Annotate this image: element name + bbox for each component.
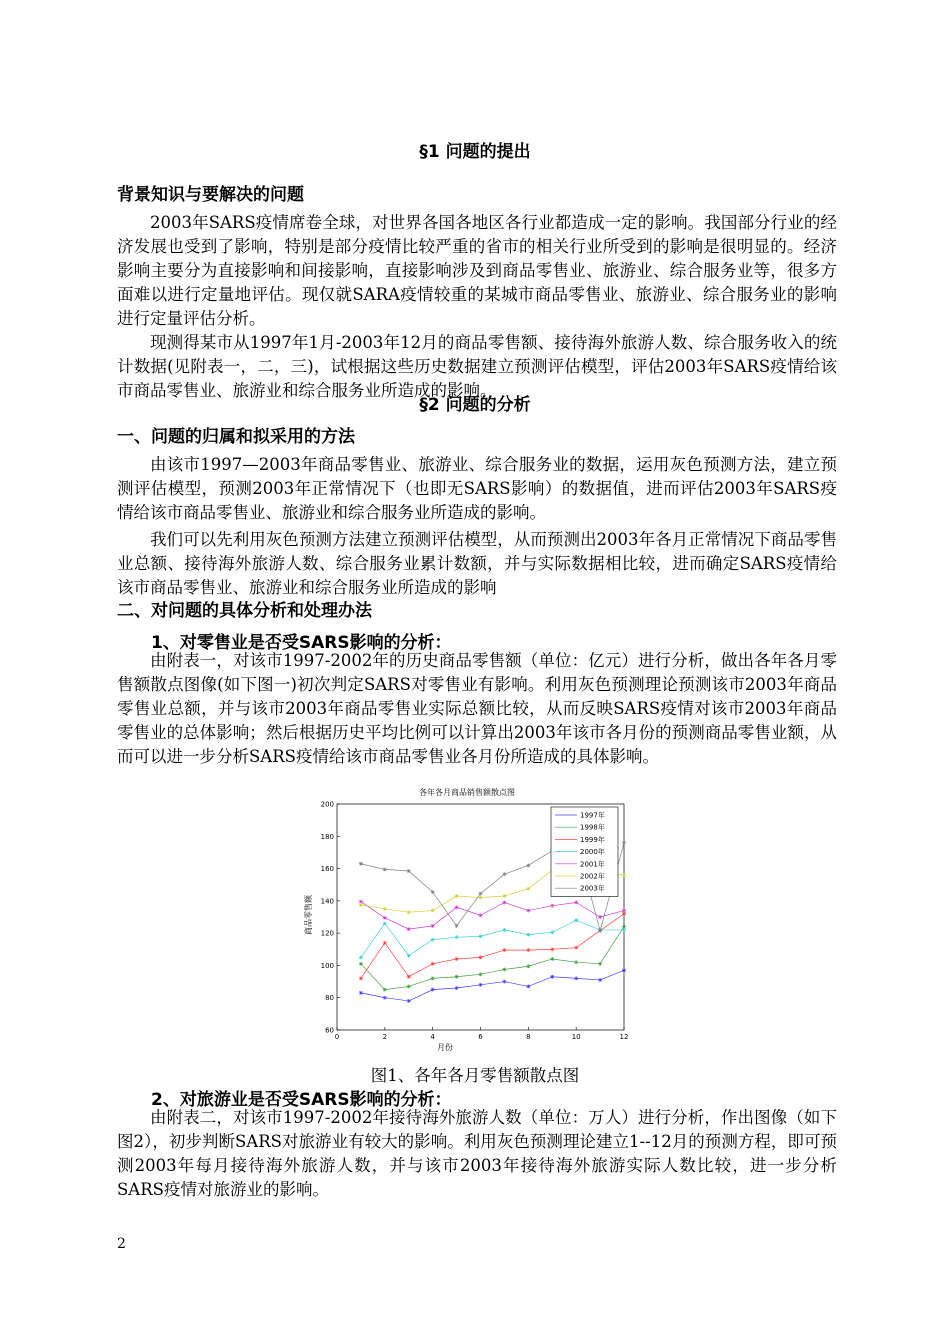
legend-entry: 2001年 — [580, 860, 605, 869]
data-point — [574, 900, 578, 904]
data-point — [574, 976, 578, 980]
section-2-title: §2 问题的分析 — [419, 395, 531, 415]
background-paragraph-1: 2003年SARS疫情席卷全球，对世界各国各地区各行业都造成一定的影响。我国部分行业的经济发展也受到了影响，特别是部分疫情比较严重的省市的相关行业所受到的影响是很明显的。经济影响主要分为直接影响和间接影响，直接影响涉及到商品零售业、旅游业、综合服务业等，很多方面难以进行定量地评估。现仅就SARA疫情较重的某城市商品零售业、旅游业、综合服务业的影响进行定量评估分析。 — [117, 213, 837, 328]
data-point — [550, 930, 554, 934]
data-point — [383, 907, 387, 911]
legend-entry: 1998年 — [580, 823, 605, 832]
legend-entry: 2003年 — [580, 884, 605, 893]
data-point — [550, 904, 554, 908]
data-point — [479, 972, 483, 976]
data-point — [431, 988, 435, 992]
y-tick-label: 200 — [320, 800, 334, 809]
data-point — [479, 913, 483, 917]
data-point — [455, 975, 459, 979]
data-point — [431, 909, 435, 913]
data-point — [526, 984, 530, 988]
legend-entry: 2002年 — [580, 872, 605, 881]
data-point — [622, 841, 626, 845]
y-tick-label: 60 — [325, 1026, 334, 1035]
data-point — [622, 909, 626, 913]
data-point — [574, 918, 578, 922]
figure-1-caption: 图1、各年各月零售额散点图 — [370, 1066, 580, 1085]
retail-analysis-heading: 1、对零售业是否受SARS影响的分析： — [151, 633, 452, 653]
data-point — [479, 892, 483, 896]
data-point — [622, 928, 626, 932]
data-point — [479, 955, 483, 959]
data-point — [455, 905, 459, 909]
data-point — [574, 946, 578, 950]
legend-entry: 2000年 — [580, 848, 605, 857]
data-point — [455, 935, 459, 939]
y-tick-label: 80 — [325, 994, 334, 1003]
retail-analysis-paragraph: 由附表一，对该市1997-2002年的历史商品零售额（单位：亿元）进行分析，做出各年各月零售额散点图像(如下图一)初次判定SARS对零售业有影响。利用灰色预测理论预测该市2003年商品零售业总额，并与该市2003年商品零售业实际总额比较，从而反映SARS疫情对该市2003年商品零售业的总体影响；然后根据历史平均比例可以计算出2003年该市各月份的预测商品零售业额，从而可以进一步分析SARS疫情给该市商品零售业各月份所造成的具体影响。 — [117, 651, 837, 766]
x-tick-label: 6 — [478, 1033, 483, 1041]
data-point — [622, 968, 626, 972]
data-point — [407, 975, 411, 979]
data-point — [622, 873, 626, 877]
retail-scatter-chart — [295, 785, 640, 1055]
chart-title: 各年各月商品销售额散点图 — [419, 788, 515, 797]
data-point — [455, 986, 459, 990]
y-tick-label: 180 — [320, 832, 334, 841]
x-tick-label: 4 — [430, 1033, 435, 1041]
y-tick-label: 100 — [320, 961, 334, 970]
background-heading: 背景知识与要解决的问题 — [117, 185, 304, 205]
data-point — [502, 928, 506, 932]
data-point — [598, 962, 602, 966]
data-point — [383, 916, 387, 920]
data-point — [431, 976, 435, 980]
data-point — [407, 954, 411, 958]
data-point — [407, 999, 411, 1003]
data-point — [502, 900, 506, 904]
x-tick-label: 2 — [382, 1033, 388, 1041]
method-paragraph-2: 我们可以先利用灰色预测方法建立预测评估模型，从而预测出2003年各月正常情况下商品零售业总额、接待海外旅游人数、综合服务业累计数额，并与实际数据相比较，进而确定SARS疫情给该市商品零售业、旅游业和综合服务业所造成的影响 — [117, 530, 837, 597]
data-point — [455, 957, 459, 961]
subsection-2-heading: 二、对问题的具体分析和处理办法 — [117, 601, 372, 621]
background-paragraph-2: 现测得某市从1997年1月-2003年12月的商品零售额、接待海外旅游人数、综合服务收入的统计数据(见附表一，二，三)，试根据这些历史数据建立预测评估模型，评估2003年SARS疫情给该市商品零售业、旅游业和综合服务业所造成的影响。 — [117, 333, 837, 400]
data-point — [479, 896, 483, 900]
data-point — [383, 996, 387, 1000]
legend-entry: 1999年 — [580, 835, 605, 844]
data-point — [598, 929, 602, 933]
data-point — [502, 948, 506, 952]
x-axis-label: 月份 — [437, 1043, 453, 1052]
data-point — [502, 894, 506, 898]
y-tick-label: 160 — [320, 865, 334, 874]
data-point — [431, 890, 435, 894]
data-point — [526, 887, 530, 891]
data-point — [359, 955, 363, 959]
data-point — [598, 978, 602, 982]
data-point — [407, 869, 411, 873]
data-point — [502, 872, 506, 876]
x-tick-label: 10 — [571, 1033, 581, 1041]
y-tick-label: 140 — [320, 897, 334, 906]
x-tick-label: 0 — [334, 1033, 340, 1041]
data-point — [598, 915, 602, 919]
y-axis-label: 商品零售额 — [304, 895, 313, 935]
data-point — [407, 910, 411, 914]
data-point — [550, 975, 554, 979]
tourism-analysis-paragraph: 由附表二，对该市1997-2002年接待海外旅游人数（单位：万人）进行分析，作出图像（如下图2），初步判断SARS对旅游业有较大的影响。利用灰色预测理论建立1--12月的预测方程，即可预测2003年每月接待海外旅游人数，并与该市2003年接待海外旅游实际人数比较，进一步分析SARS疫情对旅游业的影响。 — [117, 1108, 837, 1199]
data-point — [359, 862, 363, 866]
data-point — [550, 947, 554, 951]
data-point — [359, 991, 363, 995]
data-point — [383, 941, 387, 945]
data-point — [431, 924, 435, 928]
data-point — [431, 938, 435, 942]
y-tick-label: 120 — [320, 929, 334, 938]
data-point — [359, 962, 363, 966]
page-number: 2 — [117, 1236, 126, 1252]
data-point — [383, 921, 387, 925]
data-point — [479, 934, 483, 938]
data-point — [455, 924, 459, 928]
x-tick-label: 8 — [526, 1033, 531, 1041]
data-point — [526, 909, 530, 913]
data-point — [479, 983, 483, 987]
legend-entry: 1997年 — [580, 811, 605, 820]
data-point — [574, 960, 578, 964]
data-point — [502, 967, 506, 971]
data-point — [407, 984, 411, 988]
method-paragraph-1: 由该市1997—2003年商品零售业、旅游业、综合服务业的数据，运用灰色预测方法，建立预测评估模型，预测2003年正常情况下（也即无SARS影响）的数据值，进而评估2003年SARS疫情给该市商品零售业、旅游业和综合服务业所造成的影响。 — [117, 455, 837, 522]
tourism-analysis-heading: 2、对旅游业是否受SARS影响的分析： — [151, 1090, 452, 1110]
data-point — [502, 980, 506, 984]
x-tick-label: 12 — [619, 1033, 629, 1041]
data-point — [359, 903, 363, 907]
data-point — [526, 863, 530, 867]
data-point — [526, 948, 530, 952]
data-point — [455, 894, 459, 898]
data-point — [526, 964, 530, 968]
data-point — [383, 988, 387, 992]
data-point — [526, 933, 530, 937]
data-point — [383, 867, 387, 871]
data-point — [431, 962, 435, 966]
data-point — [550, 957, 554, 961]
data-point — [359, 976, 363, 980]
section-1-title: §1 问题的提出 — [419, 142, 531, 162]
subsection-1-heading: 一、问题的归属和拟采用的方法 — [117, 427, 355, 447]
data-point — [407, 927, 411, 931]
